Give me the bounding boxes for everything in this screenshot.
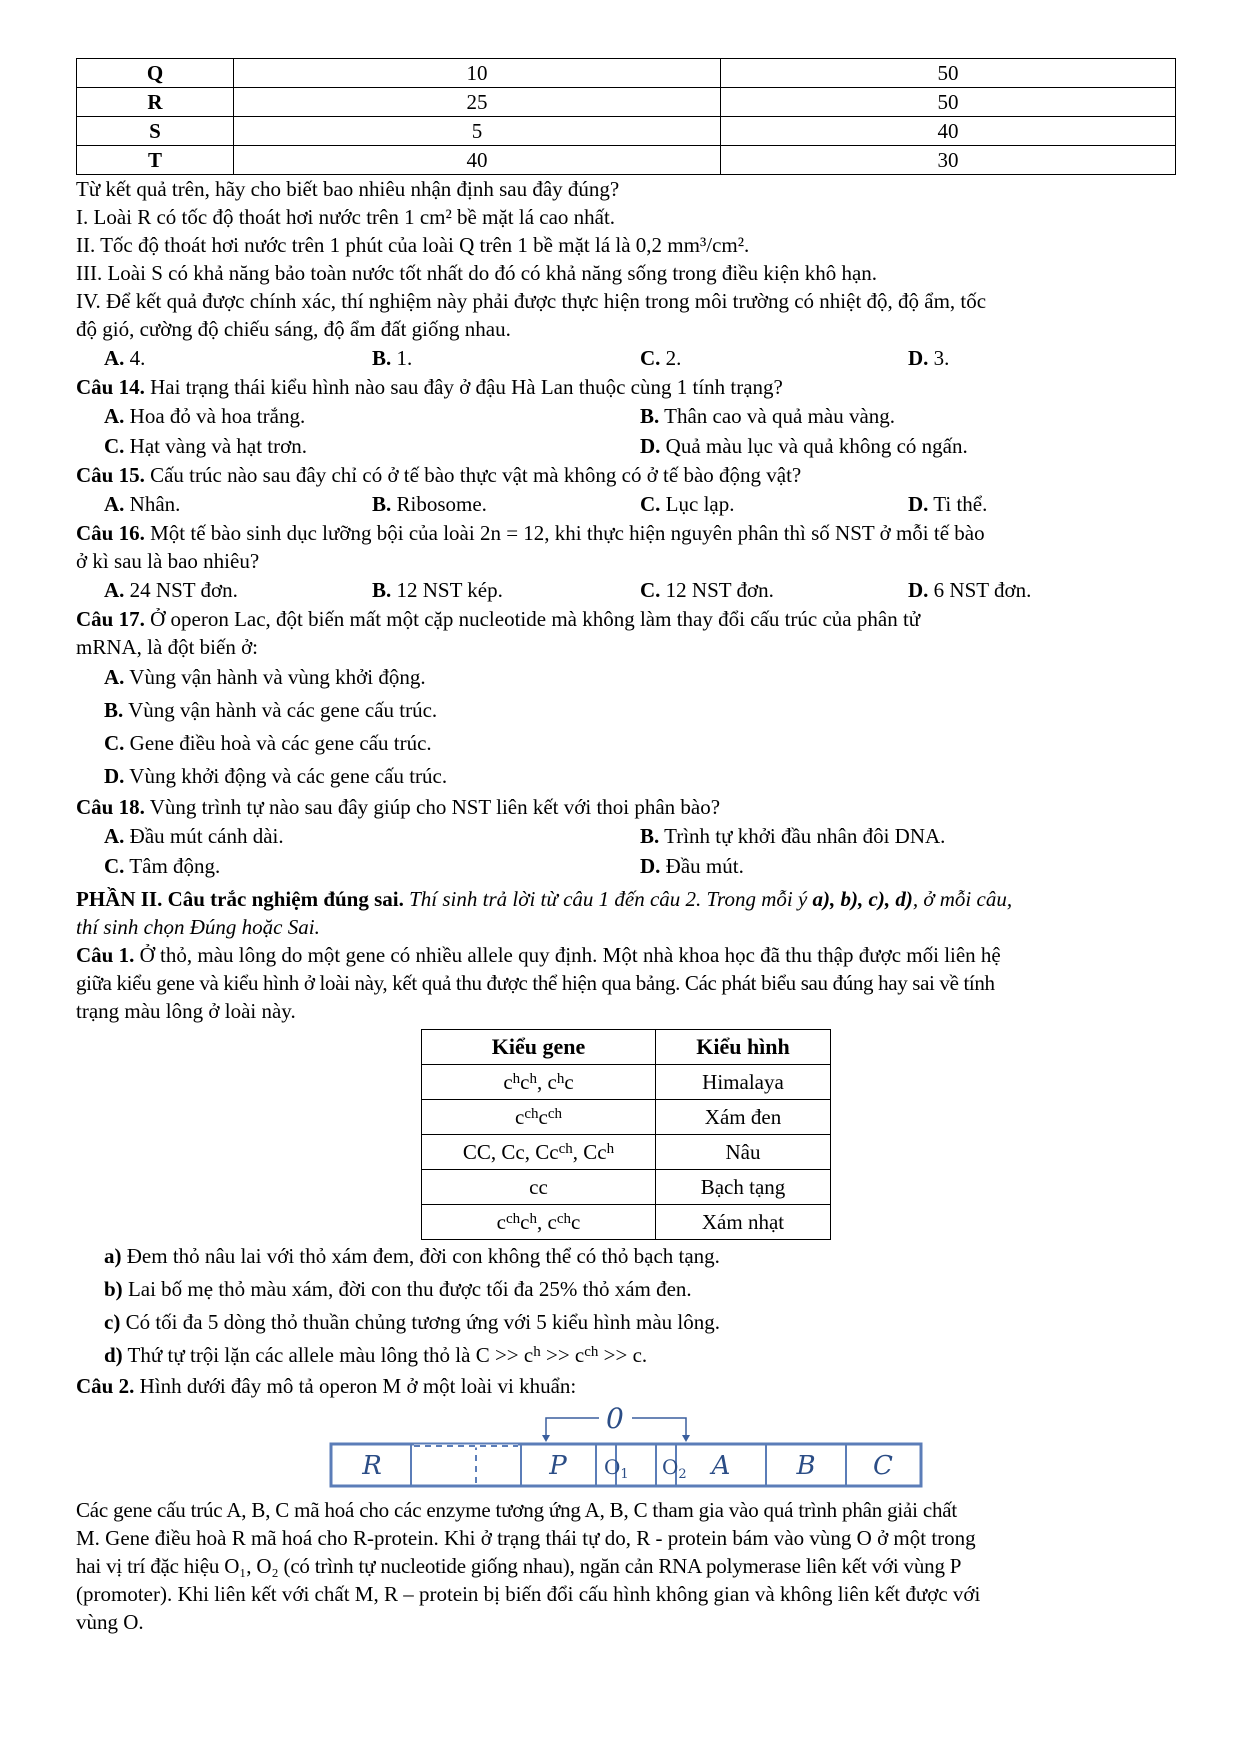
value-cell: 40 (721, 117, 1176, 146)
o2-label: $O_2$ (662, 1455, 687, 1482)
q17-text: Câu 17. Ở operon Lac, đột biến mất một cặp nucleotide mà không làm thay đổi cấu trúc của phân tử (76, 607, 921, 631)
phenotype-cell: Bạch tạng (656, 1170, 831, 1205)
phenotype-cell: Nâu (656, 1135, 831, 1170)
p2q1-statement-c[interactable]: c) Có tối đa 5 dòng thỏ thuần chủng tương ứng với 5 kiểu hình màu lông. (104, 1310, 721, 1334)
phenotype-header: Kiểu hình (656, 1030, 831, 1065)
q18-text: Câu 18. Vùng trình tự nào sau đây giúp cho NST liên kết với thoi phân bào? (76, 795, 721, 819)
operon-diagram (76, 1404, 1176, 1496)
o-bracket-left (546, 1418, 599, 1430)
gene-c-label: C (873, 1451, 893, 1481)
q13-statement-2: II. Tốc độ thoát hơi nước trên 1 phút của loài Q trên 1 bề mặt lá là 0,2 mm³/cm². (76, 233, 750, 257)
value-cell: 5 (234, 117, 721, 146)
genotype-table-wrap (421, 1029, 1176, 1240)
q15-options (76, 489, 1176, 519)
table-row (422, 1170, 831, 1205)
option-d[interactable]: D. Ti thể. (908, 492, 988, 516)
genotype-cell: CC, Cc, $Cc^{ch}$, Cc$^h$ (422, 1135, 656, 1170)
option-b[interactable]: B. Trình tự khởi đầu nhân đôi DNA. (640, 824, 946, 848)
table-row (77, 59, 1176, 88)
genotype-cell: $c^{ch}c^h$, $c^{ch}c$ (422, 1205, 656, 1240)
option-c[interactable]: C. Lục lạp. (640, 492, 735, 516)
value-cell: 25 (234, 88, 721, 117)
gene-b-label: B (796, 1451, 816, 1481)
species-label: R (77, 88, 234, 117)
gene-r-label: R (362, 1451, 382, 1481)
option-b[interactable]: B. 1. (372, 346, 413, 370)
q16-options (76, 575, 1176, 605)
table-row (422, 1100, 831, 1135)
p2q2-text: Câu 2. Hình dưới đây mô tả operon M ở một loài vi khuẩn: (76, 1374, 577, 1398)
option-c[interactable]: C. Tâm động. (104, 854, 221, 878)
q14-options-row2 (76, 431, 1176, 461)
part2-instruction: thí sinh chọn Đúng hoặc Sai. (76, 915, 320, 939)
option-d[interactable]: D. 3. (908, 346, 950, 370)
q14-options-row1 (76, 401, 1176, 431)
option-d[interactable]: D. 6 NST đơn. (908, 578, 1032, 602)
operon-svg (76, 1404, 1176, 1496)
p2q1-statement-d[interactable]: d) Thứ tự trội lặn các allele màu lông thỏ là $C >> c^h >> c^{ch} >> c$. (104, 1343, 648, 1367)
o-label: 0 (606, 1404, 624, 1435)
phenotype-cell: Xám đen (656, 1100, 831, 1135)
table-row (77, 88, 1176, 117)
value-cell: 40 (234, 146, 721, 175)
q16-text-2: ở kì sau là bao nhiêu? (76, 549, 260, 573)
q18-options-row2 (76, 851, 1176, 881)
q17-option-d[interactable]: D. Vùng khởi động và các gene cấu trúc. (104, 764, 448, 788)
q17-option-a[interactable]: A. Vùng vận hành và vùng khởi động. (104, 665, 426, 689)
option-b[interactable]: B. Thân cao và quả màu vàng. (640, 404, 896, 428)
option-b[interactable]: B. Ribosome. (372, 492, 487, 516)
p2q1-statement-b[interactable]: b) Lai bố mẹ thỏ màu xám, đời con thu được tối đa 25% thỏ xám đen. (104, 1277, 692, 1301)
genotype-cell: cc (422, 1170, 656, 1205)
q17-option-c[interactable]: C. Gene điều hoà và các gene cấu trúc. (104, 731, 432, 755)
option-a[interactable]: A. Đầu mút cánh dài. (104, 824, 284, 848)
q13-prompt: Từ kết quả trên, hãy cho biết bao nhiêu nhận định sau đây đúng? (76, 177, 620, 201)
page (76, 58, 1176, 1636)
option-c[interactable]: C. Hạt vàng và hạt trơn. (104, 434, 307, 458)
table-row (422, 1065, 831, 1100)
value-cell: 10 (234, 59, 721, 88)
q13-statement-3: III. Loài S có khả năng bảo toàn nước tốt nhất do đó có khả năng sống trong điều kiện khô hạn. (76, 261, 878, 285)
transpiration-table (76, 58, 1176, 175)
table-header-row (422, 1030, 831, 1065)
option-a[interactable]: A. 4. (104, 346, 146, 370)
o-arrow-right-icon (682, 1435, 690, 1442)
table-row (422, 1135, 831, 1170)
q14-text: Câu 14. Hai trạng thái kiểu hình nào sau đây ở đậu Hà Lan thuộc cùng 1 tính trạng? (76, 375, 783, 399)
genotype-cell: $c^{ch}c^{ch}$ (422, 1100, 656, 1135)
q18-options-row1 (76, 821, 1176, 851)
species-label: S (77, 117, 234, 146)
part2-heading: PHẦN II. Câu trắc nghiệm đúng sai. Thí sinh trả lời từ câu 1 đến câu 2. Trong mỗi ý a), b), c), d), ở mỗi câu, (76, 887, 1013, 911)
q13-statement-1: I. Loài R có tốc độ thoát hơi nước trên 1 cm² bề mặt lá cao nhất. (76, 205, 616, 229)
option-b[interactable]: B. 12 NST kép. (372, 578, 503, 602)
table-row (77, 146, 1176, 175)
table-row (77, 117, 1176, 146)
q13-statement-4a: IV. Để kết quả được chính xác, thí nghiệm này phải được thực hiện trong môi trường có nhiệt độ, độ ẩm, tốc (76, 289, 987, 313)
q17-text-2: mRNA, là đột biến ở: (76, 635, 259, 659)
q16-text: Câu 16. Một tế bào sinh dục lưỡng bội của loài 2n = 12, khi thực hiện nguyên phân thì số NST ở mỗi tế bào (76, 521, 985, 545)
value-cell: 50 (721, 88, 1176, 117)
species-label: T (77, 146, 234, 175)
genotype-header: Kiểu gene (422, 1030, 656, 1065)
p2q1-statement-a[interactable]: a) Đem thỏ nâu lai với thỏ xám đem, đời con không thể có thỏ bạch tạng. (104, 1244, 720, 1268)
promoter-label: P (549, 1451, 567, 1481)
option-a[interactable]: A. Nhân. (104, 492, 181, 516)
q17-option-b[interactable]: B. Vùng vận hành và các gene cấu trúc. (104, 698, 438, 722)
option-a[interactable]: A. Hoa đỏ và hoa trắng. (104, 404, 306, 428)
option-d[interactable]: D. Đầu mút. (640, 854, 744, 878)
p2q2-para-2: M. Gene điều hoà R mã hoá cho R-protein. Khi ở trạng thái tự do, R - protein bám vào vùng O ở một trong (76, 1526, 976, 1550)
p2q1-line1: Câu 1. Ở thỏ, màu lông do một gene có nhiều allele quy định. Một nhà khoa học đã thu thập được mối liên hệ (76, 943, 1001, 967)
genotype-table (421, 1029, 831, 1240)
p2q2-para-1: Các gene cấu trúc A, B, C mã hoá cho các enzyme tương ứng A, B, C tham gia vào quá trình phân giải chất (76, 1498, 958, 1522)
p2q1-line2: giữa kiểu gene và kiểu hình ở loài này, kết quả thu được thể hiện qua bảng. Các phát biểu sau đúng hay sai về tính (76, 971, 995, 995)
o1-label: $O_1$ (604, 1455, 629, 1482)
o-arrow-left-icon (542, 1435, 550, 1442)
p2q2-para-4: (promoter). Khi liên kết với chất M, R – protein bị biến đổi cấu hình không gian và không liên kết được với (76, 1582, 981, 1606)
table-row (422, 1205, 831, 1240)
q13-options (76, 343, 1176, 373)
species-label: Q (77, 59, 234, 88)
phenotype-cell: Himalaya (656, 1065, 831, 1100)
o-bracket-right (632, 1418, 686, 1430)
option-c[interactable]: C. 12 NST đơn. (640, 578, 774, 602)
value-cell: 50 (721, 59, 1176, 88)
genotype-cell: $c^hc^h$, $c^hc$ (422, 1065, 656, 1100)
option-d[interactable]: D. Quả màu lục và quả không có ngấn. (640, 434, 968, 458)
p2q2-para-3: hai vị trí đặc hiệu O₁, O₂ (có trình tự nucleotide giống nhau), ngăn cản RNA polymerase liên kết với vùng P (76, 1554, 962, 1578)
q13-statement-4b: độ gió, cường độ chiếu sáng, độ ẩm đất giống nhau. (76, 317, 511, 341)
p2q1-line3: trạng màu lông ở loài này. (76, 999, 296, 1023)
p2q2-para-5: vùng O. (76, 1610, 144, 1634)
option-a[interactable]: A. 24 NST đơn. (104, 578, 238, 602)
q15-text: Câu 15. Cấu trúc nào sau đây chỉ có ở tế bào thực vật mà không có ở tế bào động vật? (76, 463, 802, 487)
gene-a-label: A (711, 1451, 731, 1481)
option-c[interactable]: C. 2. (640, 346, 682, 370)
value-cell: 30 (721, 146, 1176, 175)
phenotype-cell: Xám nhạt (656, 1205, 831, 1240)
